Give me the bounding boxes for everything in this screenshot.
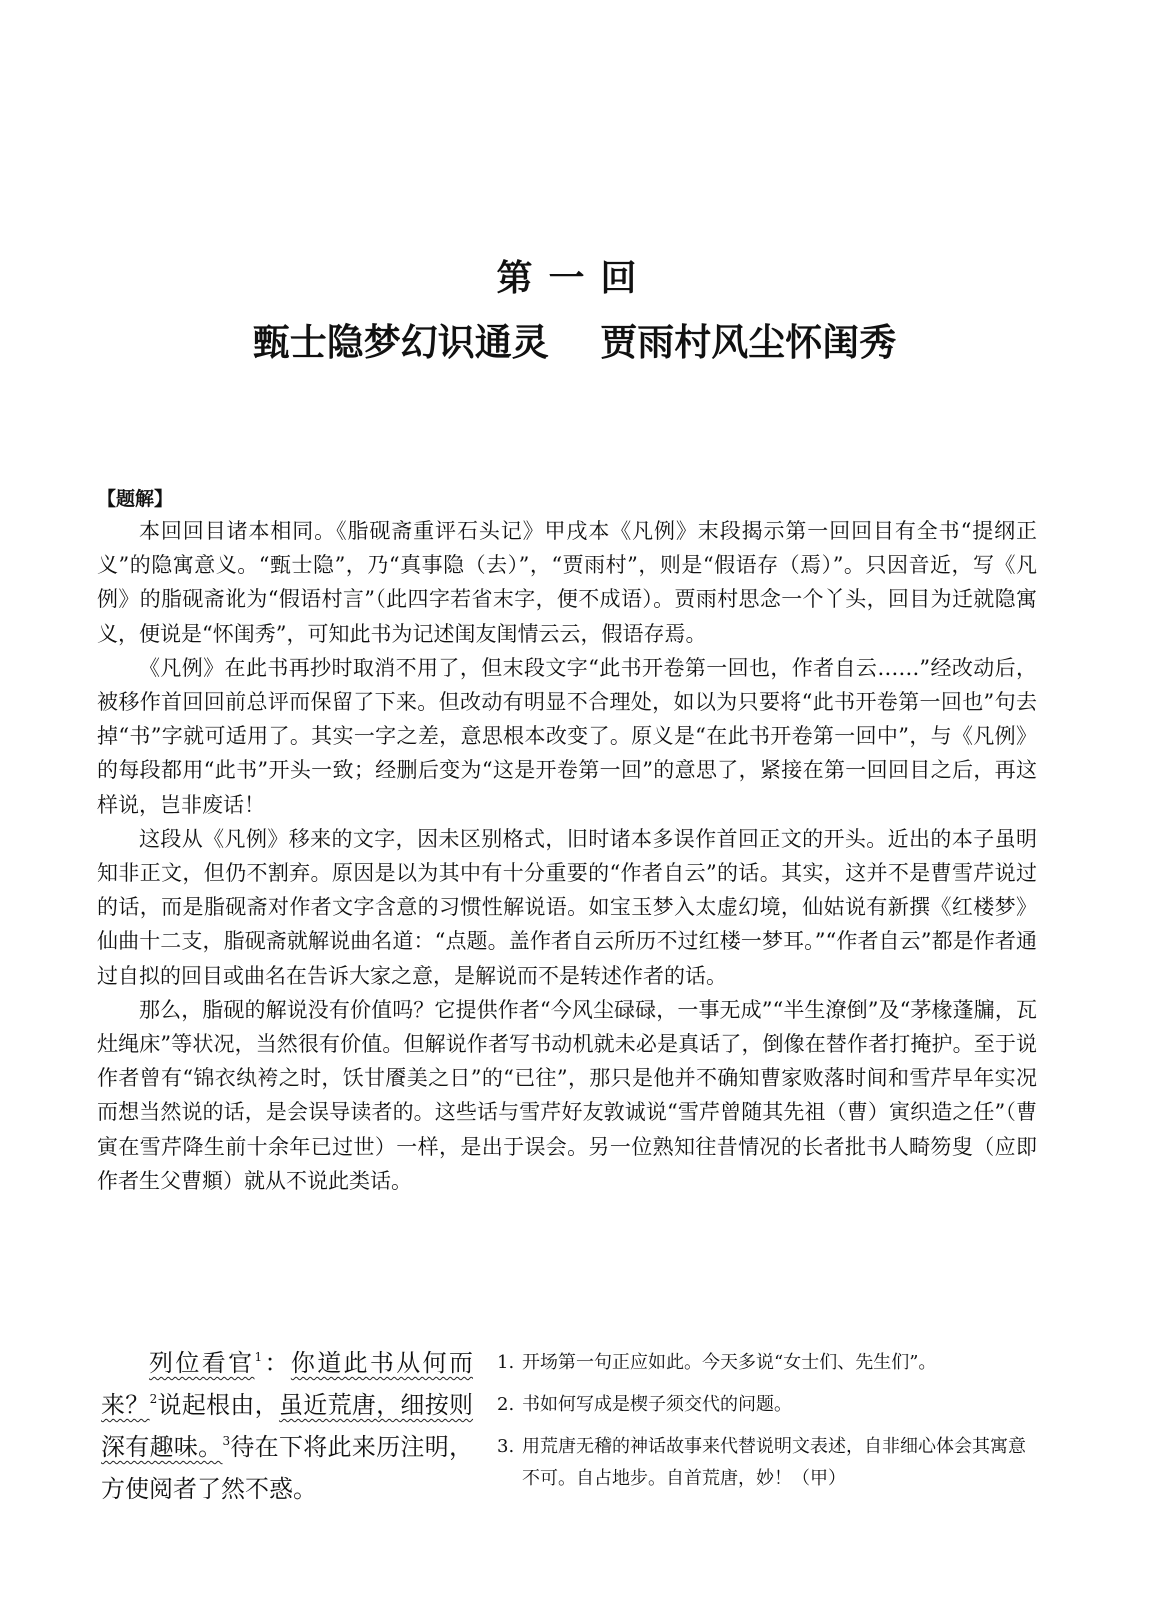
note-number: 2.: [497, 1394, 515, 1415]
intro-paragraph: 这段从《凡例》移来的文字，因未区别格式，旧时诸本多误作首回正文的开头。近出的本子虽明知非正文，但仍不割弃。原因是以为其中有十分重要的“作者自云”的话。其实，这并不是曹雪芹说过的话，而是脂砚斋对作者文字含意的习惯性解说语。如宝玉梦入太虚幻境，仙姑说有新撰《红楼梦》仙曲十二支，脂砚斋就解说曲名道：“点题。盖作者自云所历不过红楼一梦耳。”“作者自云”都是作者通过自拟的回目或曲名在告诉大家之意，是解说而不是转述作者的话。: [97, 826, 1037, 988]
chapter-number: 第一回: [496, 258, 653, 299]
section-heading: 【题解】: [97, 488, 174, 510]
annotation-mark: 3: [222, 1434, 231, 1448]
intro-paragraph: 本回回目诸本相同。《脂砚斋重评石头记》甲戌本《凡例》末段揭示第一回回目有全书“提纲正义”的隐寓意义。“甄士隐”，乃“真事隐（去）”，“贾雨村”，则是“假语存（焉）”。只因音近，写《凡例》的脂砚斋讹为“假语村言”（此四字若省末字，便不成语）。贾雨村思念一个丫头，回目为迁就隐寓义，便说是“怀闺秀”，可知此书为记述闺友闺情云云，假语存焉。: [97, 519, 1037, 646]
annotation-mark: 1: [254, 1350, 263, 1364]
main-text-paragraph: [101, 1342, 473, 1510]
annotation-note: [497, 1389, 1042, 1421]
intro-paragraph: 《凡例》在此书再抄时取消不用了，但末段文字“此书开卷第一回也，作者自云……”经改动后，被移作首回回前总评而保留了下来。但改动有明显不合理处，如以为只要将“此书开卷第一回也”句去掉“书”字就可适用了。其实一字之差，意思根本改变了。原义是“在此书开卷第一回中”，与《凡例》的每段都用“此书”开头一致；经删后变为“这是开卷第一回”的意思了，紧接在第一回回目之后，再这样说，岂非废话！: [97, 655, 1037, 817]
note-number: 1.: [497, 1352, 515, 1373]
annotation-note: [497, 1431, 1042, 1495]
main-text-segment: 列位看官: [149, 1349, 255, 1377]
intro-paragraph: 那么，脂砚的解说没有价值吗？它提供作者“今风尘碌碌，一事无成”“半生潦倒”及“茅椽蓬牖，瓦灶绳床”等状况，当然很有价值。但解说作者写书动机就未必是真话了，倒像在替作者打掩护。至于说作者曾有“锦衣纨袴之时，饫甘餍美之日”的“已往”，那只是他并不确知曹家败落时间和雪芹早年实况而想当然说的话，是会误导读者的。这些话与雪芹好友敦诚说“雪芹曾随其先祖（曹）寅织造之任”（曹寅在雪芹降生前十余年已过世）一样，是出于误会。另一位熟知往昔情况的长者批书人畸笏叟（应即作者生父曹頫）就从不说此类话。: [97, 997, 1037, 1193]
note-text: 用荒唐无稽的神话故事来代替说明文表述，自非细心体会其寓意不可。自占地步。自首荒唐，妙！（甲）: [522, 1436, 1026, 1489]
main-text-column: [101, 1342, 473, 1510]
main-text-segment: 待在下将此来历注明，方使阅者了然不惑。: [101, 1433, 473, 1503]
main-text-segment: ：: [262, 1349, 291, 1377]
main-text-segment: 虽近荒唐，细按则深有趣味。: [101, 1391, 474, 1461]
note-number: 3.: [497, 1436, 515, 1457]
annotation-note: [497, 1347, 1042, 1379]
main-text-segment: 你道此书从何而来？: [101, 1349, 474, 1419]
note-text: 书如何写成是楔子须交代的问题。: [522, 1394, 792, 1415]
annotation-mark: 2: [149, 1392, 158, 1406]
note-text: 开场第一句正应如此。今天多说“女士们、先生们”。: [522, 1352, 937, 1373]
main-text-segment: 说起根由，: [157, 1391, 279, 1419]
chapter-title: 甄士隐梦幻识通灵 贾雨村风尘怀闺秀: [252, 321, 897, 364]
annotation-notes: [497, 1347, 1042, 1505]
intro-section: [97, 514, 1037, 1198]
